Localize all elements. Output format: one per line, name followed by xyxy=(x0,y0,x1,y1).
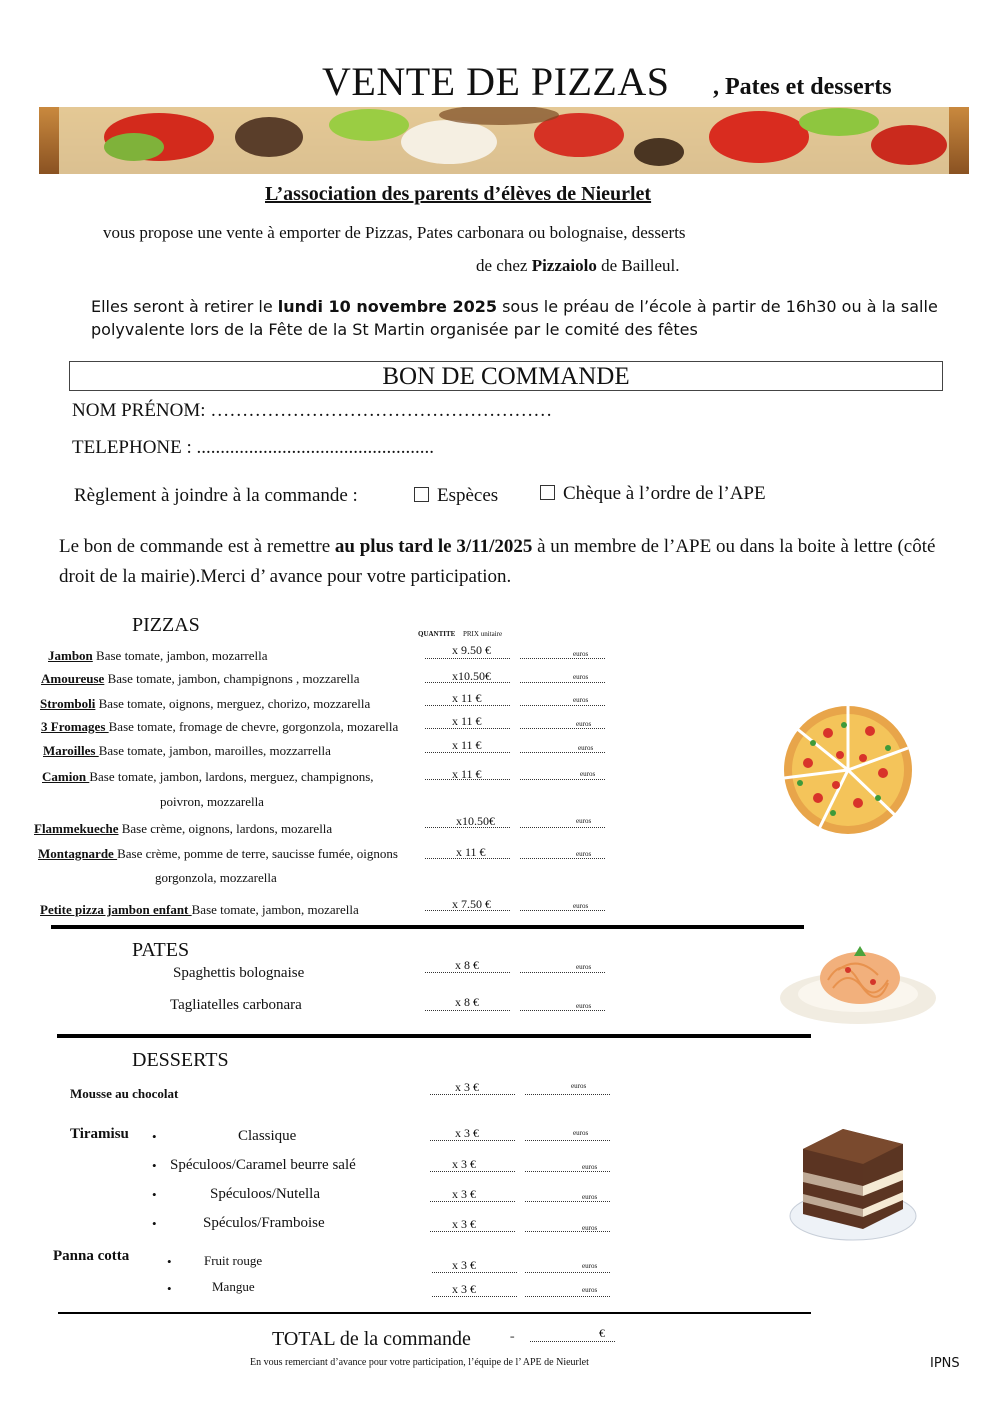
amount-input[interactable] xyxy=(525,1171,610,1172)
quantity-input[interactable] xyxy=(430,1094,515,1095)
price-column-header: PRIX unitaire xyxy=(463,630,503,638)
footer-thanks: En vous remerciant d’avance pour votre participation, l’équipe de l’ APE de Nieurlet xyxy=(250,1357,589,1368)
desserts-heading: DESSERTS xyxy=(132,1049,229,1071)
checkbox-icon xyxy=(414,487,429,502)
tiramisu-illustration xyxy=(788,1124,918,1246)
quantity-input[interactable] xyxy=(425,658,510,659)
pizza-item-desc-continued: poivron, mozzarella xyxy=(160,794,264,809)
amount-input[interactable] xyxy=(525,1296,610,1297)
unit-label: euros xyxy=(582,1163,598,1171)
amount-input[interactable] xyxy=(520,752,605,753)
quantity-input[interactable] xyxy=(425,682,510,683)
unit-label: euros xyxy=(582,1193,598,1201)
equals-sign: = xyxy=(510,1333,515,1342)
pizza-item: Camion Base tomate, jambon, lardons, merguez, champignons, xyxy=(42,769,374,784)
unit-label: euros xyxy=(573,673,589,681)
pizza-price: x 11 € xyxy=(452,738,482,752)
payment-label: Règlement à joindre à la commande : xyxy=(74,485,358,506)
pannacotta-variant: Fruit rouge xyxy=(204,1253,263,1268)
deadline-text: Le bon de commande est à remettre au plus tard le 3/11/2025 à un membre de l’APE ou dans la boite à lettre (côté droit de la mairie).Merci d’ avance pour votre participation. xyxy=(59,536,936,587)
pizza-price: x10.50€ xyxy=(456,814,495,828)
page-title: VENTE DE PIZZAS xyxy=(322,59,670,104)
pates-item: Tagliatelles carbonara xyxy=(170,997,302,1013)
amount-input[interactable] xyxy=(520,728,605,729)
bullet-icon: • xyxy=(167,1281,172,1296)
amount-input[interactable] xyxy=(525,1140,610,1141)
amount-input[interactable] xyxy=(525,1231,610,1232)
amount-input[interactable] xyxy=(520,827,605,828)
quantity-input[interactable] xyxy=(432,1296,517,1297)
quantity-input[interactable] xyxy=(425,1010,510,1011)
dessert-price: x 3 € xyxy=(452,1282,476,1296)
quantity-input[interactable] xyxy=(430,1140,515,1141)
amount-input[interactable] xyxy=(525,1201,610,1202)
pizza-price: x 9.50 € xyxy=(452,643,491,657)
quantity-input[interactable] xyxy=(425,827,510,828)
section-divider xyxy=(51,925,804,929)
payment-check-checkbox[interactable]: Chèque à l’ordre de l’APE xyxy=(540,483,766,505)
pannacotta-variant: Mangue xyxy=(212,1279,255,1294)
checkbox-icon xyxy=(540,485,555,500)
association-name: L’association des parents d’élèves de Nieurlet xyxy=(265,183,652,205)
amount-input[interactable] xyxy=(525,1094,610,1095)
unit-label: euros xyxy=(573,1129,589,1137)
pizza-banner-image xyxy=(39,107,969,174)
dessert-mousse: Mousse au chocolat xyxy=(70,1086,179,1101)
bullet-icon: • xyxy=(152,1216,157,1231)
payment-cash-checkbox[interactable]: Espèces xyxy=(414,485,498,507)
pates-item: Spaghettis bolognaise xyxy=(173,965,305,981)
dessert-price: x 3 € xyxy=(452,1187,476,1201)
pizza-item: Stromboli Base tomate, oignons, merguez, chorizo, mozzarella xyxy=(40,696,371,711)
quantity-input[interactable] xyxy=(430,1231,515,1232)
pizza-price: x10.50€ xyxy=(452,669,491,683)
quantity-input[interactable] xyxy=(425,972,510,973)
quantity-input[interactable] xyxy=(425,728,510,729)
unit-label: euros xyxy=(571,1082,587,1090)
tiramisu-variant: Spéculoos/Nutella xyxy=(210,1186,320,1202)
pickup-date: lundi 10 novembre 2025 xyxy=(277,297,497,316)
unit-label: euros xyxy=(582,1224,598,1232)
amount-input[interactable] xyxy=(520,1010,605,1011)
quantity-column-header: QUANTITE xyxy=(418,630,456,638)
amount-input[interactable] xyxy=(520,972,605,973)
unit-label: euros xyxy=(573,902,589,910)
supplier-name: Pizzaiolo xyxy=(531,256,597,275)
dessert-price: x 3 € xyxy=(452,1258,476,1272)
unit-label: euros xyxy=(582,1262,598,1270)
unit-label: euros xyxy=(576,963,592,971)
pickup-info: Elles seront à retirer le lundi 10 novembre 2025 sous le préau de l’école à partir de 16h30 ou à la salle polyvalente lors de la Fête de la St Martin organisée par le comité des fêtes xyxy=(91,297,938,339)
unit-label: euros xyxy=(576,720,592,728)
quantity-input[interactable] xyxy=(425,779,510,780)
bullet-icon: • xyxy=(152,1187,157,1202)
quantity-input[interactable] xyxy=(425,858,510,859)
bullet-icon: • xyxy=(152,1129,157,1144)
dessert-price: x 3 € xyxy=(452,1157,476,1171)
pizza-price: x 11 € xyxy=(456,845,486,859)
dessert-price: x 3 € xyxy=(455,1080,479,1094)
proposal-text: vous propose une vente à emporter de Pizzas, Pates carbonara ou bolognaise, desserts xyxy=(103,223,686,242)
unit-label: euros xyxy=(576,1002,592,1010)
amount-input[interactable] xyxy=(520,658,605,659)
unit-label: euros xyxy=(573,696,589,704)
bullet-icon: • xyxy=(152,1158,157,1173)
amount-input[interactable] xyxy=(520,858,605,859)
quantity-input[interactable] xyxy=(432,1272,517,1273)
amount-input[interactable] xyxy=(525,1272,610,1273)
section-divider xyxy=(58,1312,811,1314)
pizza-price: x 11 € xyxy=(452,714,482,728)
pizza-item: 3 Fromages Base tomate, fromage de chevre, gorgonzola, mozarella xyxy=(41,719,399,734)
unit-label: euros xyxy=(576,817,592,825)
section-divider xyxy=(57,1034,811,1038)
pizza-item: Flammekueche Base crème, oignons, lardons, mozarella xyxy=(34,821,333,836)
dessert-pannacotta: Panna cotta xyxy=(53,1248,130,1264)
quantity-input[interactable] xyxy=(430,1201,515,1202)
dessert-tiramisu: Tiramisu xyxy=(70,1126,129,1142)
bullet-icon: • xyxy=(167,1254,172,1269)
quantity-input[interactable] xyxy=(430,1171,515,1172)
amount-input[interactable] xyxy=(520,779,605,780)
pates-price: x 8 € xyxy=(455,958,479,972)
quantity-input[interactable] xyxy=(425,705,510,706)
pates-heading: PATES xyxy=(132,939,190,961)
unit-label: euros xyxy=(582,1286,598,1294)
pizza-price: x 7.50 € xyxy=(452,897,491,911)
tiramisu-variant: Spéculoos/Caramel beurre salé xyxy=(170,1157,356,1173)
pizza-item: Maroilles Base tomate, jambon, maroilles, mozzarrella xyxy=(43,743,331,758)
pizza-item: Amoureuse Base tomate, jambon, champignons , mozzarella xyxy=(41,671,360,686)
pizza-item: Montagnarde Base crème, pomme de terre, saucisse fumée, oignons xyxy=(38,846,398,861)
quantity-input[interactable] xyxy=(425,752,510,753)
unit-label: euros xyxy=(580,770,596,778)
amount-input[interactable] xyxy=(520,910,605,911)
unit-label: euros xyxy=(576,850,592,858)
quantity-input[interactable] xyxy=(425,910,510,911)
unit-label: euros xyxy=(573,650,589,658)
pizza-item-desc-continued: gorgonzola, mozzarella xyxy=(155,870,277,885)
name-field[interactable]: NOM PRÉNOM: ……………………………………………… xyxy=(72,400,553,421)
pizzas-heading: PIZZAS xyxy=(132,614,200,636)
supplier-line: de chez Pizzaiolo de Bailleul. xyxy=(476,256,680,275)
dessert-price: x 3 € xyxy=(452,1217,476,1231)
total-input[interactable] xyxy=(530,1341,615,1342)
page-subtitle: , Pates et desserts xyxy=(713,74,892,100)
amount-input[interactable] xyxy=(520,705,605,706)
tiramisu-variant: Spéculos/Framboise xyxy=(203,1215,325,1231)
order-form-header xyxy=(69,361,943,391)
pates-price: x 8 € xyxy=(455,995,479,1009)
dessert-price: x 3 € xyxy=(455,1126,479,1140)
ipns-label: IPNS xyxy=(930,1356,960,1371)
pizza-item: Petite pizza jambon enfant Base tomate, jambon, mozarella xyxy=(40,902,359,917)
pizza-price: x 11 € xyxy=(452,691,482,705)
total-label: TOTAL de la commande xyxy=(272,1328,471,1350)
order-form-title: BON DE COMMANDE xyxy=(382,363,630,390)
tiramisu-variant: Classique xyxy=(238,1128,297,1144)
amount-input[interactable] xyxy=(520,682,605,683)
phone-field[interactable]: TELEPHONE : .................................................. xyxy=(72,437,435,458)
pizza-item: Jambon Base tomate, jambon, mozarrella xyxy=(48,648,268,663)
pizza-illustration xyxy=(778,703,918,837)
total-currency: € xyxy=(599,1326,605,1340)
pasta-illustration xyxy=(778,940,938,1026)
pizza-price: x 11 € xyxy=(452,767,482,781)
unit-label: euros xyxy=(578,744,594,752)
